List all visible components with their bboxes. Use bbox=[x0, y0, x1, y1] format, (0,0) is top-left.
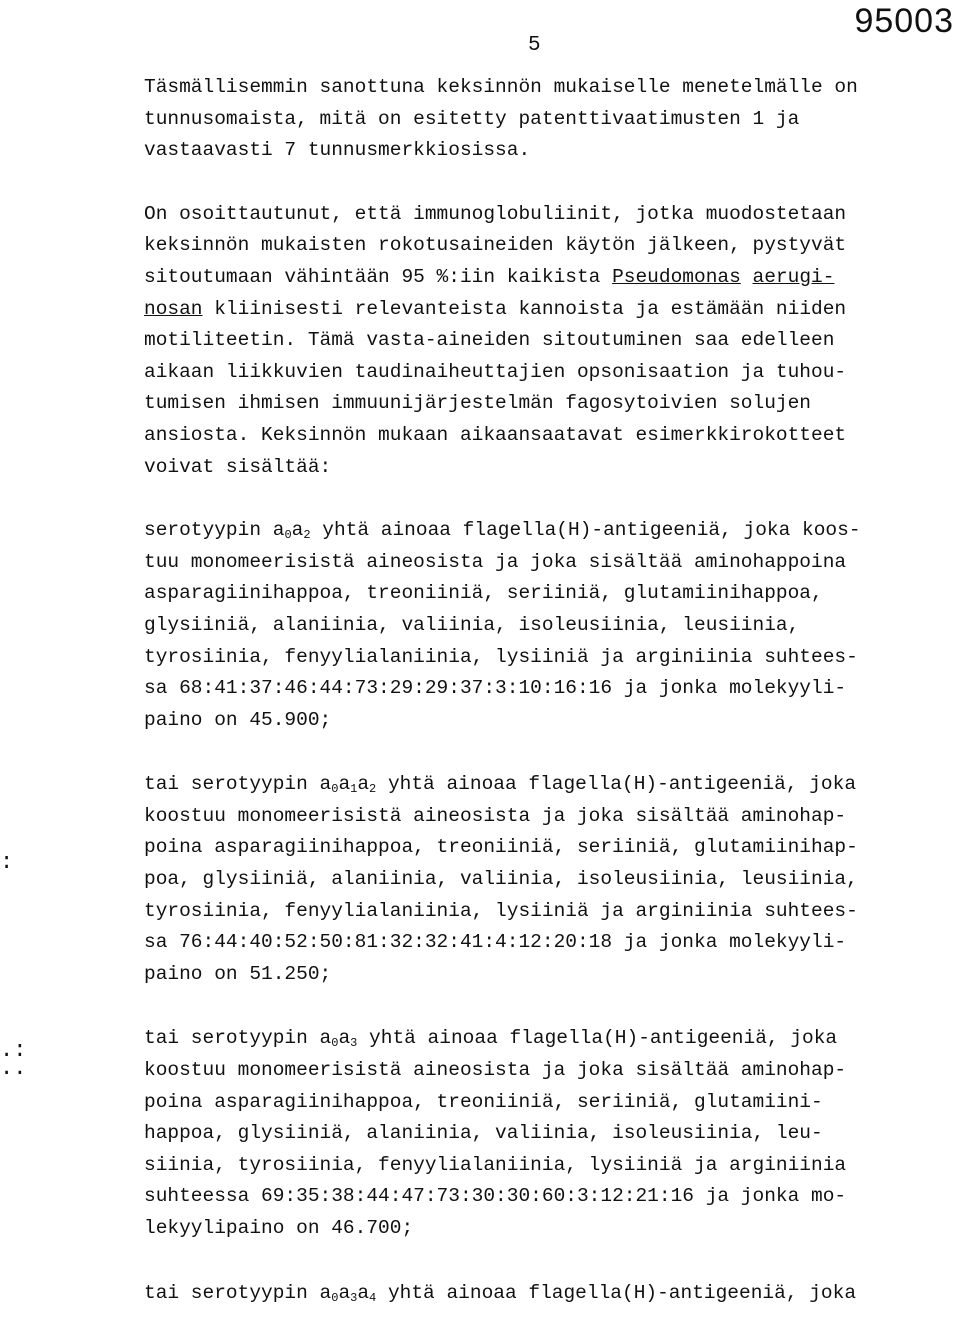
text-segment: yhtä ainoaa flagella(H)-antigeeniä, joka bbox=[376, 1281, 857, 1304]
species-name-underlined: nosan bbox=[144, 297, 203, 320]
text-line bbox=[144, 1023, 944, 1055]
text-line: Täsmällisemmin sanottuna keksinnön mukaiselle menetelmälle on bbox=[144, 76, 858, 98]
text-line: lekyylipaino on 46.700; bbox=[144, 1217, 414, 1239]
subscript: 2 bbox=[369, 782, 377, 797]
text-line: happoa, glysiiniä, alaniinia, valiinia, isoleusiinia, leu- bbox=[144, 1122, 823, 1145]
text-line: aikaan liikkuvien taudinaiheuttajien opsonisaation ja tuhou- bbox=[144, 360, 847, 383]
text-line: sa 68:41:37:46:44:73:29:29:37:3:10:16:16 ja jonka molekyyli- bbox=[144, 677, 847, 700]
subscript: 0 bbox=[284, 528, 292, 543]
text-segment: a bbox=[338, 1027, 351, 1050]
page-body bbox=[144, 72, 944, 1309]
paragraph-3 bbox=[144, 515, 944, 736]
text-line: paino on 45.900; bbox=[144, 708, 332, 731]
text-segment: tai serotyypin a bbox=[144, 1027, 332, 1050]
paragraph-5 bbox=[144, 1023, 944, 1244]
subscript: 1 bbox=[350, 782, 358, 797]
subscript: 0 bbox=[331, 1290, 339, 1305]
subscript: 3 bbox=[350, 1290, 358, 1305]
text-line: voivat sisältää: bbox=[144, 455, 332, 478]
text-line: poina asparagiinihappoa, treoniiniä, seriiniä, glutamiinihap- bbox=[144, 836, 858, 859]
text-line bbox=[144, 294, 944, 326]
text-line: tunnusomaista, mitä on esitetty patenttivaatimusten 1 ja bbox=[144, 107, 800, 130]
text-line: tuu monomeerisistä aineosista ja joka sisältää aminohappoina bbox=[144, 550, 847, 573]
margin-mark-3: .. bbox=[0, 1056, 27, 1081]
text-line bbox=[144, 515, 944, 547]
text-line: asparagiinihappoa, treoniiniä, seriiniä, glutamiinihappoa, bbox=[144, 582, 823, 605]
text-segment: a bbox=[357, 1281, 370, 1304]
species-name-underlined: Pseudomonas bbox=[612, 265, 741, 288]
text-line: vastaavasti 7 tunnusmerkkiosissa. bbox=[144, 139, 531, 162]
text-line: koostuu monomeerisistä aineosista ja joka sisältää aminohap- bbox=[144, 1059, 847, 1082]
text-segment: tai serotyypin a bbox=[144, 1281, 332, 1304]
text-line: poina asparagiinihappoa, treoniiniä, seriiniä, glutamiini- bbox=[144, 1090, 823, 1113]
text-line: siinia, tyrosiinia, fenyylialaniinia, lysiiniä ja arginiinia bbox=[144, 1153, 847, 1176]
paragraph-6 bbox=[144, 1278, 944, 1310]
text-segment: serotyypin a bbox=[144, 519, 285, 542]
text-segment: yhtä ainoaa flagella(H)-antigeeniä, joka bbox=[376, 773, 857, 796]
margin-mark-1: : bbox=[0, 850, 14, 875]
text-line: suhteessa 69:35:38:44:47:73:30:30:60:3:12:21:16 ja jonka mo- bbox=[144, 1185, 847, 1208]
text-segment: a bbox=[291, 519, 304, 542]
text-line: tyrosiinia, fenyylialaniinia, lysiiniä ja arginiinia suhtees- bbox=[144, 899, 858, 922]
text-line: poa, glysiiniä, alaniinia, valiinia, isoleusiinia, leusiinia, bbox=[144, 868, 858, 891]
text-line bbox=[144, 262, 944, 294]
text-segment: kliinisesti relevanteista kannoista ja estämään niiden bbox=[202, 297, 847, 320]
text-segment: yhtä ainoaa flagella(H)-antigeeniä, joka koos- bbox=[310, 519, 861, 542]
text-segment bbox=[741, 266, 753, 288]
paragraph-4 bbox=[144, 769, 944, 990]
text-line bbox=[144, 1278, 944, 1310]
text-line: sa 76:44:40:52:50:81:32:32:41:4:12:20:18 ja jonka molekyyli- bbox=[144, 931, 847, 954]
text-segment: a bbox=[357, 773, 370, 796]
text-segment: yhtä ainoaa flagella(H)-antigeeniä, joka bbox=[357, 1027, 838, 1050]
text-line: koostuu monomeerisistä aineosista ja joka sisältää aminohap- bbox=[144, 804, 847, 827]
text-segment: a bbox=[338, 1281, 351, 1304]
paragraph-2 bbox=[144, 199, 944, 483]
subscript: 4 bbox=[369, 1290, 377, 1305]
species-name-underlined: aerugi- bbox=[752, 265, 835, 288]
subscript: 3 bbox=[350, 1036, 358, 1051]
document-number: 95003 bbox=[854, 2, 954, 40]
text-segment: sitoutumaan vähintään 95 %:iin kaikista bbox=[144, 265, 613, 288]
text-line: keksinnön mukaisten rokotusaineiden käytön jälkeen, pystyvät bbox=[144, 234, 847, 257]
text-line: glysiiniä, alaniinia, valiinia, isoleusiinia, leusiinia, bbox=[144, 613, 800, 636]
text-line: ansiosta. Keksinnön mukaan aikaansaatavat esimerkkirokotteet bbox=[144, 423, 847, 446]
text-line: paino on 51.250; bbox=[144, 962, 332, 985]
paragraph-1 bbox=[144, 72, 944, 167]
text-line: On osoittautunut, että immunoglobuliinit, jotka muodostetaan bbox=[144, 202, 847, 225]
subscript: 0 bbox=[331, 1036, 339, 1051]
text-line: motiliteetin. Tämä vasta-aineiden sitoutuminen saa edelleen bbox=[144, 329, 835, 352]
text-line: tumisen ihmisen immuunijärjestelmän fagosytoivien solujen bbox=[144, 392, 812, 415]
text-segment: a bbox=[338, 773, 351, 796]
text-segment: tai serotyypin a bbox=[144, 773, 332, 796]
text-line bbox=[144, 769, 944, 801]
text-line: tyrosiinia, fenyylialaniinia, lysiiniä ja arginiinia suhtees- bbox=[144, 645, 858, 668]
subscript: 0 bbox=[331, 782, 339, 797]
page-number: 5 bbox=[528, 34, 541, 57]
subscript: 2 bbox=[303, 528, 311, 543]
margin-mark-2: .: bbox=[0, 1038, 27, 1063]
